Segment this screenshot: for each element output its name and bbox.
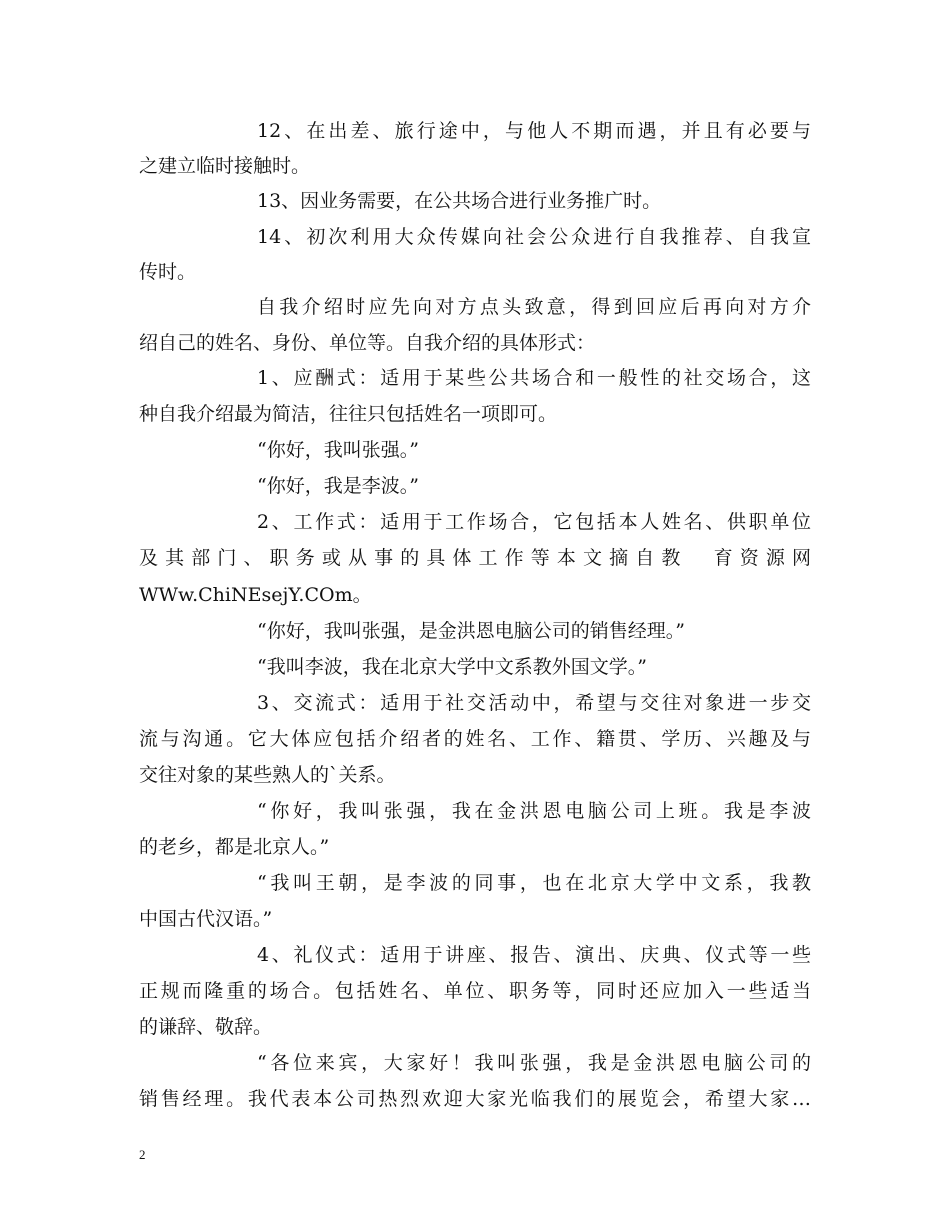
text-line: 2、工作式：适用于工作场合，它包括本人姓名、供职单位: [257, 511, 811, 533]
text-line: 流与沟通。它大体应包括介绍者的姓名、工作、籍贯、学历、兴趣及与: [139, 728, 811, 750]
text-line: 4、礼仪式：适用于讲座、报告、演出、庆典、仪式等一些: [257, 944, 811, 966]
text-line: 传时。: [139, 261, 197, 283]
text-line: “你好，我叫张强，是金洪恩电脑公司的销售经理。”: [257, 620, 685, 642]
text-line: “你好，我叫张强。”: [257, 439, 419, 461]
text-line: 的谦辞、敬辞。: [139, 1016, 273, 1038]
text-line: 自我介绍时应先向对方点头致意，得到回应后再向对方介: [257, 296, 811, 318]
text-line: 12、在出差、旅行途中，与他人不期而遇，并且有必要与: [257, 120, 811, 142]
text-line: 13、因业务需要，在公共场合进行业务推广时。: [257, 190, 662, 212]
text-line: 交往对象的某些熟人的`关系。: [139, 764, 396, 786]
text-line: 1、应酬式：适用于某些公共场合和一般性的社交场合，这: [257, 367, 811, 389]
text-line: 的老乡，都是北京人。”: [139, 836, 330, 858]
text-line: 及其部门、职务或从事的具体工作等本文摘自教 育资源网: [139, 547, 811, 569]
text-line: 之建立临时接触时。: [139, 155, 311, 177]
text-line: 3、交流式：适用于社交活动中，希望与交往对象进一步交: [257, 692, 811, 714]
text-line: 中国古代汉语。”: [139, 908, 273, 930]
text-line: “我叫王朝，是李波的同事，也在北京大学中文系，我教: [257, 872, 811, 894]
text-line: “我叫李波，我在北京大学中文系教外国文学。”: [257, 656, 647, 678]
text-line: “各位来宾，大家好！我叫张强，我是金洪恩电脑公司的: [257, 1052, 811, 1074]
text-line: 正规而隆重的场合。包括姓名、单位、职务等，同时还应加入一些适当: [139, 980, 811, 1002]
text-line: 14、初次利用大众传媒向社会公众进行自我推荐、自我宣: [257, 226, 811, 248]
text-line: 种自我介绍最为简洁，往往只包括姓名一项即可。: [139, 403, 558, 425]
text-line: 销售经理。我代表本公司热烈欢迎大家光临我们的展览会，希望大家…: [139, 1088, 811, 1110]
text-line: 绍自己的姓名、身份、单位等。自我介绍的具体形式：: [139, 332, 596, 354]
page-number: 2: [139, 1147, 146, 1162]
text-line: WWw.ChiNEsejY.COm。: [139, 584, 372, 606]
text-line: “你好，我叫张强，我在金洪恩电脑公司上班。我是李波: [257, 800, 811, 822]
text-line: “你好，我是李波。”: [257, 475, 419, 497]
